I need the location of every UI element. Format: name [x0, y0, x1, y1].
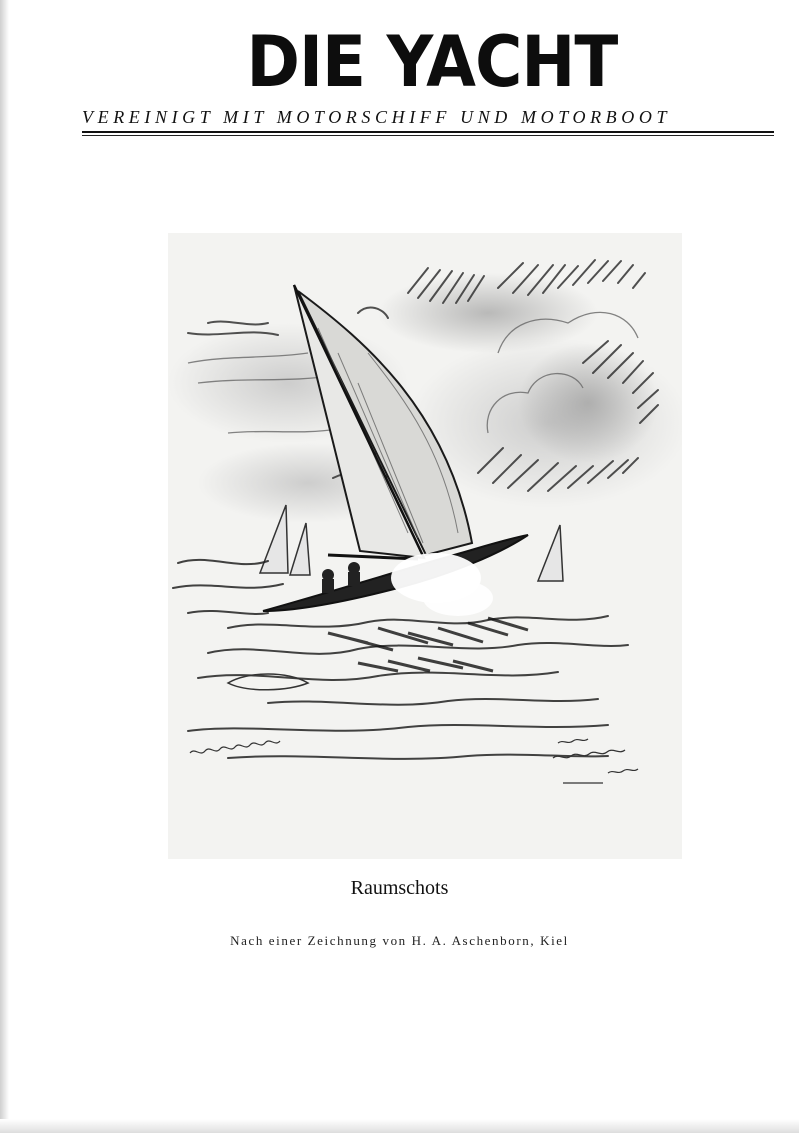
illustration-credit: Nach einer Zeichnung von H. A. Aschenborn, Kiel	[230, 933, 569, 948]
sailboat-drawing	[168, 233, 682, 859]
header-rule-thin	[82, 135, 774, 136]
page-edge-bottom-shadow	[0, 1119, 799, 1133]
illustration-title: Raumschots	[350, 877, 449, 899]
page-edge-shadow	[0, 0, 9, 1133]
magazine-subtitle: VEREINIGT MIT MOTORSCHIFF UND MOTORBOOT	[82, 107, 672, 127]
sailboat-sketch-image	[168, 233, 682, 859]
magazine-title: DIE YACHT	[246, 21, 618, 103]
header-rule-thick	[82, 131, 774, 133]
